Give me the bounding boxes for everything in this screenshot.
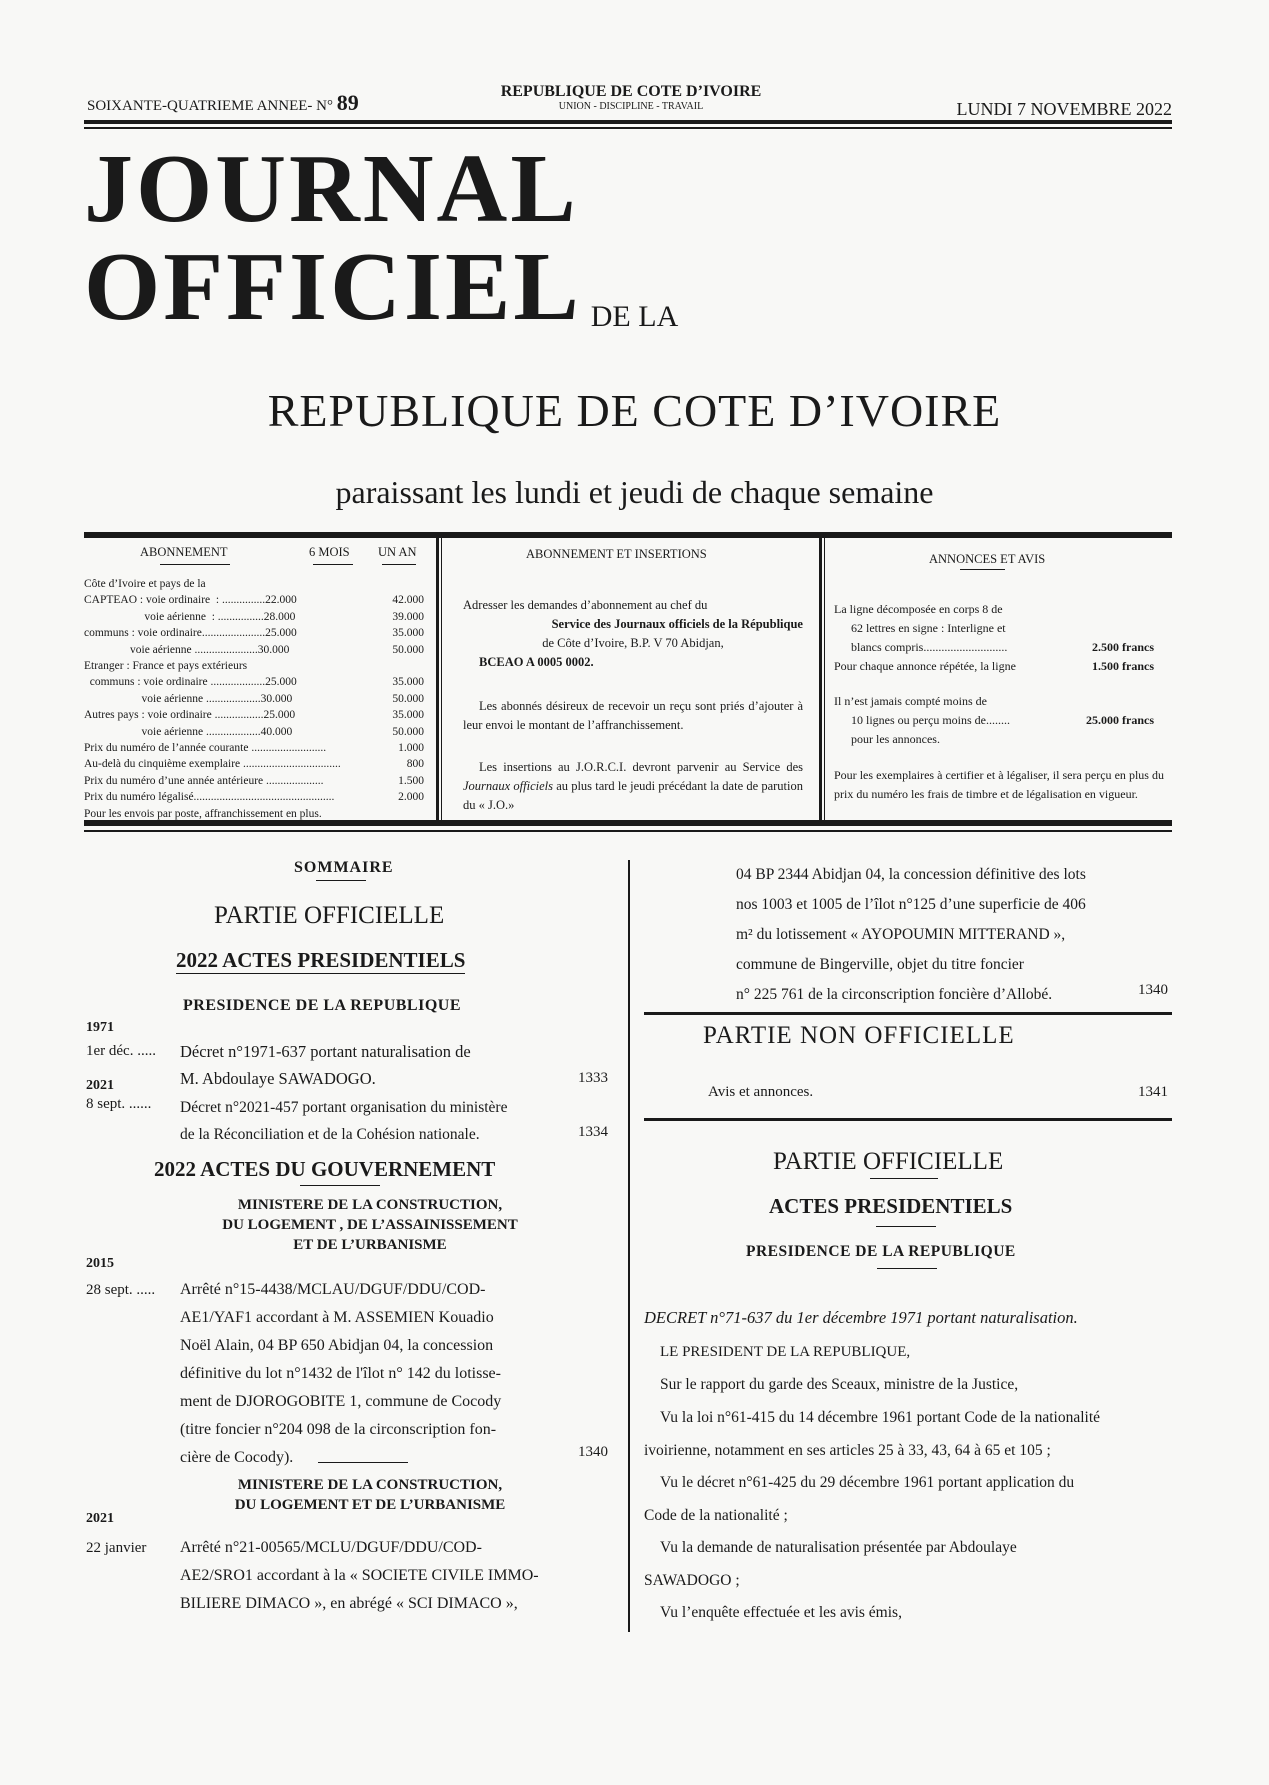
partie-officielle-underline [870,1178,938,1179]
sommaire-actes-gouvernement: 2022 ACTES DU GOUVERNEMENT [154,1157,496,1181]
subscription-row-value: 50.000 [392,725,424,738]
ann-value-6: 25.000 francs [1086,713,1154,727]
sub-head-underline [160,564,230,565]
issue-date: LUNDI 7 NOVEMBRE 2022 [956,99,1172,119]
subscription-row [84,609,424,625]
ann-row-4 [834,657,1154,676]
mid-p1-line-d: BCEAO A 0005 0002. [479,655,594,669]
subscription-row-value: 35.000 [392,676,424,689]
ann-line-2: 62 lettres en signe : Interligne et [851,621,1006,635]
ann-block-2 [834,692,1154,749]
mid-paragraph-2: Les abonnés désireux de recevoir un reçu sont priés d’ajouter à leur envoi le montant de l’affranchissement. [463,699,803,732]
decret-title: DECRET n°71-637 du 1er décembre 1971 portant naturalisation. [644,1308,1078,1327]
sub-head-6mois-underline [313,564,353,565]
subscription-table [84,576,424,822]
ann-line-8: Pour les exemplaires à certifier et à légaliser, il sera perçu en plus du prix du numéro les frais de timbre et de légalisation en vigueur. [834,768,1164,801]
entry4-line: AE2/SRO1 accordant à la « SOCIETE CIVILE IMMO- [180,1567,539,1584]
republic-header [476,83,786,112]
ann-line-4: Pour chaque annonce répétée, la ligne [834,659,1016,673]
subscription-row-label: communs : voie ordinaire ...................25.000 [84,676,297,689]
actes-gouv-underline [300,1185,380,1186]
masthead-word-journal: JOURNAL [84,135,579,243]
subscription-row-label: voie aérienne ...................30.000 [84,692,293,705]
decret-p4a: Vu le décret n°61-425 du 29 décembre 1961 portant application du [660,1474,1075,1491]
entry4-text [180,1534,580,1618]
entry3-line: (titre foncier n°204 098 de la circonscription fon- [180,1421,497,1438]
entry3-underline [318,1462,408,1463]
subscription-row [84,576,424,592]
subscription-row [84,756,424,772]
continued-page: 1340 [1138,982,1168,998]
subscription-row-label: CAPTEAO : voie ordinaire : ...............22.000 [84,594,297,607]
subscription-row [84,707,424,723]
subscription-row [84,658,424,674]
entry2-line-1: Décret n°2021-457 portant organisation du ministère [180,1099,508,1116]
subscription-row-value: 2.000 [398,791,424,804]
masthead-de-la: DE LA [590,300,679,333]
entry3-line: Noël Alain, 04 BP 650 Abidjan 04, la concession [180,1337,494,1354]
entry3-page: 1340 [578,1444,608,1460]
ministry-1-line-2: DU LOGEMENT , DE L’ASSAINISSEMENT [222,1217,518,1233]
decret-p5b: SAWADOGO ; [644,1572,740,1589]
subscription-row [84,789,424,805]
continued-line: m² du lotissement « AYOPOUMIN MITTERAND », [736,926,1066,943]
box-divider-2b [824,532,825,826]
continued-entry [736,860,1166,1010]
mid-p3-a: Les insertions au J.O.R.C.I. devront parvenir au Service des [479,760,803,774]
avis-page: 1341 [1138,1084,1168,1100]
sub-head-abonnement: ABONNEMENT [140,545,228,559]
partie-non-officielle: PARTIE NON OFFICIELLE [703,1022,1015,1049]
presidence-underline [877,1268,937,1269]
subscription-row-label: communs : voie ordinaire......................25.000 [84,627,297,640]
subscription-row [84,724,424,740]
subscription-row-label: Autres pays : voie ordinaire .................25.000 [84,709,296,722]
partie-officielle: PARTIE OFFICIELLE [773,1148,1004,1175]
masthead-word-officiel: OFFICIEL [84,233,582,341]
continued-line: commune de Bingerville, objet du titre foncier [736,956,1024,973]
edition-label: SOIXANTE-QUATRIEME ANNEE- N° [87,98,333,114]
decret-p3a: Vu la loi n°61-415 du 14 décembre 1961 portant Code de la nationalité [660,1409,1101,1426]
entry3-line: ment de DJOROGOBITE 1, commune de Cocody [180,1393,502,1410]
box-divider-1 [436,532,439,826]
subscription-row-label: Côte d’Ivoire et pays de la [84,578,206,590]
mid-p3-b: au plus tard le jeudi précédant la date de parution du « J.O.» [463,779,803,812]
entry3-line: Arrêté n°15-4438/MCLAU/DGUF/DDU/COD- [180,1281,486,1298]
ann-block-1 [834,600,1154,676]
entry4-date: 22 janvier [86,1540,147,1556]
masthead-frequency: paraissant les lundi et jeudi de chaque semaine [335,474,934,510]
republic-name: REPUBLIQUE DE COTE D’IVOIRE [500,83,762,100]
decret-p5a: Vu la demande de naturalisation présentée par Abdoulaye [660,1539,1017,1556]
ann-line-6: 10 lignes ou perçu moins de........ [851,713,1010,727]
mid-p1-line-b: Service des Journaux officiels de la République [551,617,803,631]
sub-head-1an-underline [382,564,416,565]
subscription-row-value: 1.500 [398,774,424,787]
subscription-row-value [376,658,424,674]
entry4-line: Arrêté n°21-00565/MCLU/DGUF/DDU/COD- [180,1539,482,1556]
year-2021b: 2021 [86,1511,114,1526]
entry1-line-2: M. Abdoulaye SAWADOGO. [180,1069,376,1088]
subscription-row [84,625,424,641]
ministry-2 [180,1475,560,1515]
ann-line-3: blancs compris............................ [851,640,1008,654]
entry2-text [180,1094,570,1148]
subscription-row-label: Prix du numéro d’une année antérieure .................... [84,774,324,787]
decret-p6: Vu l’enquête effectuée et les avis émis, [660,1604,902,1621]
column-divider [628,860,630,1632]
entry2-page: 1334 [578,1124,608,1140]
sommaire-underline [316,880,366,881]
edition-number: 89 [336,90,359,115]
sommaire-title: SOMMAIRE [294,859,394,876]
decret-p3b: ivoirienne, notamment en ses articles 25 à 33, 43, 64 à 65 et 105 ; [644,1442,1051,1459]
subscription-row-value [376,806,424,822]
ministry-2-line-1: MINISTERE DE LA CONSTRUCTION, [237,1477,503,1493]
edition-line [87,90,359,116]
subscription-row [84,674,424,690]
sub-head-6mois: 6 MOIS [309,545,350,559]
year-1971: 1971 [86,1020,114,1035]
box-bottom-rule [84,830,1172,832]
ministry-1-line-3: ET DE L’URBANISME [293,1237,447,1253]
ann-line-7: pour les annonces. [851,732,940,746]
subscription-row-value [376,576,424,592]
subscription-row [84,806,424,822]
header-rule [84,120,1172,124]
entry3-line: cière de Cocody). [180,1449,294,1466]
ministry-1-line-1: MINISTERE DE LA CONSTRUCTION, [237,1197,503,1213]
ann-line-1: La ligne décomposée en corps 8 de [834,602,1003,616]
decret-p4b: Code de la nationalité ; [644,1507,788,1524]
sommaire-presidence: PRESIDENCE DE LA REPUBLIQUE [183,997,461,1014]
continued-line: n° 225 761 de la circonscription foncière d’Allobé. [736,986,1053,1003]
non-officielle-bottom-rule [644,1118,1172,1121]
subscription-row-value: 50.000 [392,692,424,705]
sommaire-partie-officielle: PARTIE OFFICIELLE [214,902,445,929]
subscription-row-value: 1.000 [398,742,424,755]
mid-p1-line-c: de Côte d’Ivoire, B.P. V 70 Abidjan, [542,636,724,650]
entry1-line-1: Décret n°1971-637 portant naturalisation de [180,1042,471,1061]
mid-p3-em: Journaux officiels [463,779,553,793]
subscription-row-label: Au-delà du cinquième exemplaire .................................. [84,758,341,771]
entry3-line: définitive du lot n°1432 de l'îlot n° 142 du lotisse- [180,1365,501,1382]
entry1-text [180,1038,570,1092]
continued-line: 04 BP 2344 Abidjan 04, la concession définitive des lots [736,866,1086,883]
subscription-row-value: 39.000 [392,610,424,623]
motto: UNION - DISCIPLINE - TRAVAIL [558,101,704,112]
subscription-row-value: 42.000 [392,594,424,607]
entry3-line: AE1/YAF1 accordant à M. ASSEMIEN Kouadio [180,1309,494,1326]
subscription-row-value: 50.000 [392,643,424,656]
decret-p2: Sur le rapport du garde des Sceaux, ministre de la Justice, [660,1376,1019,1393]
box-divider-1b [441,532,442,826]
subscription-row-value: 800 [406,758,424,771]
subscription-row-label: Etranger : France et pays extérieurs [84,660,248,673]
ministry-2-line-2: DU LOGEMENT ET DE L’URBANISME [234,1497,506,1513]
subscription-row-label: voie aérienne ......................30.000 [84,643,290,656]
ann-row-3 [834,638,1154,657]
subscription-row-label: Pour les envois par poste, affranchissement en plus. [84,807,322,820]
entry2-line-2: de la Réconciliation et de la Cohésion nationale. [180,1126,480,1143]
subscription-row-value: 35.000 [392,627,424,640]
entry4-line: BILIERE DIMACO », en abrégé « SCI DIMACO », [180,1595,518,1612]
mid-paragraph-3 [463,758,803,815]
masthead-country: REPUBLIQUE DE COTE D’IVOIRE [267,385,1002,436]
subscription-row-label: voie aérienne : ................28.000 [84,610,296,623]
subscription-row-label: Prix du numéro légalisé................................................. [84,791,335,804]
entry1-date: 1er déc. ..... [86,1043,156,1059]
presidence-republique: PRESIDENCE DE LA REPUBLIQUE [746,1243,1016,1260]
entry2-date: 8 sept. ...... [86,1096,152,1112]
avis-annonces: Avis et annonces. [708,1084,814,1100]
ann-row-6 [834,711,1154,730]
subscription-row [84,592,424,608]
entry3-text [180,1276,575,1472]
decret-p1: LE PRESIDENT DE LA REPUBLIQUE, [660,1344,911,1360]
actes-presidentiels-underline [876,1226,936,1227]
mid-head: ABONNEMENT ET INSERTIONS [526,547,707,561]
continued-line: nos 1003 et 1005 de l’îlot n°125 d’une superficie de 406 [736,896,1086,913]
ann-value-4: 1.500 francs [1092,659,1154,673]
subscription-row-value: 35.000 [392,709,424,722]
ann-head: ANNONCES ET AVIS [929,552,1046,566]
ann-head-underline [960,569,1005,570]
ann-value-3: 2.500 francs [1092,640,1154,654]
entry1-page: 1333 [578,1070,608,1086]
actes-presidentiels: ACTES PRESIDENTIELS [769,1194,1013,1218]
subscription-row-label: voie aérienne ...................40.000 [84,725,293,738]
box-divider-2 [819,532,822,826]
non-officielle-top-rule [644,1012,1172,1015]
subscription-row [84,740,424,756]
header-rule-thin [84,127,1172,129]
subscription-row [84,642,424,658]
mid-paragraph-1 [463,596,803,672]
year-2021: 2021 [86,1078,114,1093]
subscription-row-label: Prix du numéro de l’année courante .......................... [84,742,327,755]
sub-head-1an: UN AN [378,545,417,559]
subscription-row [84,691,424,707]
ann-line-5: Il n’est jamais compté moins de [834,694,987,708]
year-2015: 2015 [86,1256,114,1271]
mid-p1-line-a: Adresser les demandes d’abonnement au chef du [463,598,708,612]
ministry-1 [180,1195,560,1255]
sommaire-actes-presidentiels: 2022 ACTES PRESIDENTIELS [176,948,466,972]
subscription-row [84,773,424,789]
entry3-date: 28 sept. ..... [86,1282,156,1298]
